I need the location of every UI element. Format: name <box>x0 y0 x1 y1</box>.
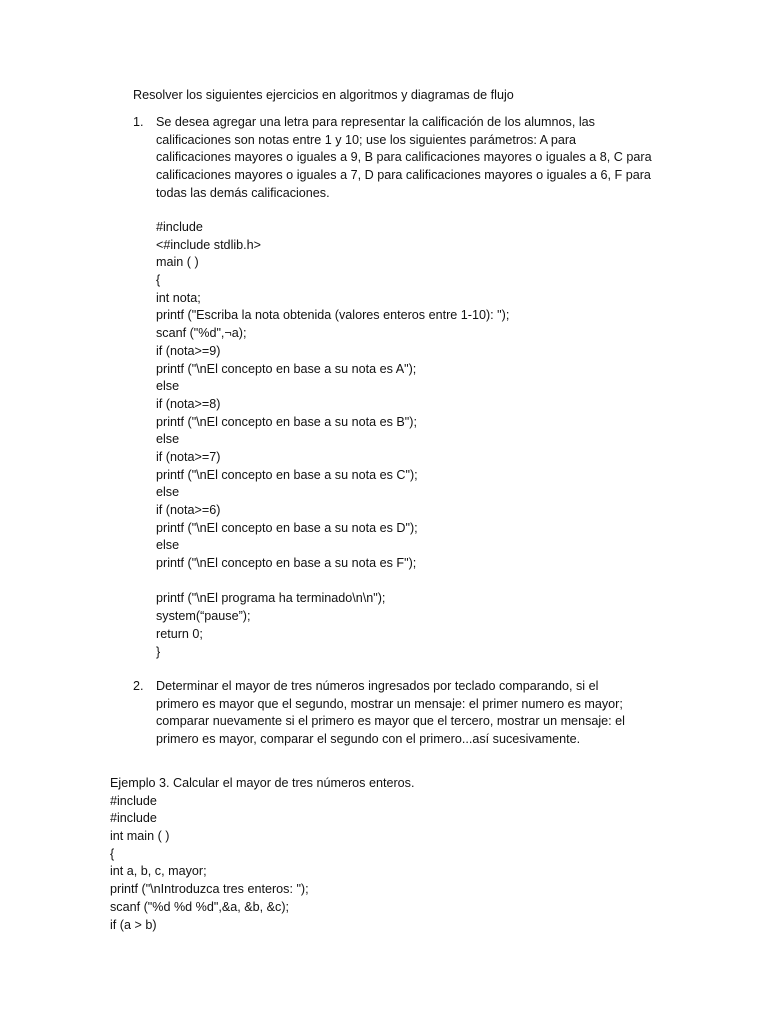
exercise-1-code-line: system(“pause”); <box>156 609 251 624</box>
example-3-code-line: printf ("\nIntroduzca tres enteros: "); <box>110 882 309 897</box>
exercise-1-code <box>156 219 509 661</box>
exercise-1-paragraph-line: calificaciones mayores o iguales a 7, D para calificaciones mayores o iguales a 6, F para <box>156 168 651 183</box>
exercise-1-number: 1. <box>133 115 144 129</box>
exercise-1-code-line: int nota; <box>156 290 201 305</box>
example-3-code-line: Ejemplo 3. Calcular el mayor de tres números enteros. <box>110 776 415 790</box>
exercise-2-number: 2. <box>133 679 144 693</box>
example-3-code-line: int a, b, c, mayor; <box>110 864 207 879</box>
example-3-code-line: int main ( ) <box>110 829 170 844</box>
exercise-1-code-line: printf ("\nEl concepto en base a su nota es D"); <box>156 520 418 535</box>
exercise-1-code-line: printf ("\nEl programa ha terminado\n\n"); <box>156 591 386 606</box>
exercise-1-code-line: printf ("\nEl concepto en base a su nota es C"); <box>156 467 418 482</box>
example-3-code-line: scanf ("%d %d %d",&a, &b, &c); <box>110 899 290 914</box>
exercise-2-paragraph-line: primero es mayor, comparar el segundo con el primero...así sucesivamente. <box>156 732 581 747</box>
exercise-1-code-line: printf ("Escriba la nota obtenida (valores enteros entre 1-10): "); <box>156 308 510 323</box>
exercise-1-code-line: printf ("\nEl concepto en base a su nota es A"); <box>156 361 417 376</box>
exercise-2-paragraph <box>156 678 625 749</box>
example-3-code-line: #include <box>110 793 157 808</box>
exercise-1-code-line: if (nota>=7) <box>156 449 221 464</box>
exercise-2-paragraph-line: Determinar el mayor de tres números ingresados por teclado comparando, si el <box>156 679 599 693</box>
exercise-1-code-line: else <box>156 485 180 500</box>
example-3-code-line: if (a > b) <box>110 917 157 932</box>
exercise-1-code-line: #include <box>156 220 203 234</box>
exercise-1-paragraph-line: calificaciones mayores o iguales a 9, B para calificaciones mayores o iguales a 8, C para <box>156 150 652 165</box>
exercise-2-paragraph-line: comparar nuevamente si el primero es mayor que el tercero, mostrar un mensaje: el <box>156 714 625 729</box>
exercise-1-code-line: } <box>156 644 161 659</box>
exercise-1-code-line: if (nota>=9) <box>156 343 221 358</box>
exercise-1-code-line: { <box>156 273 161 288</box>
exercise-1-code-line: scanf ("%d",¬a); <box>156 326 247 341</box>
exercise-1-code-line: <#include stdlib.h> <box>156 237 262 252</box>
document-title: Resolver los siguientes ejercicios en algoritmos y diagramas de flujo <box>133 88 514 102</box>
exercise-1-code-line: else <box>156 432 180 447</box>
example-3-code-line: #include <box>110 811 157 826</box>
example-3-code <box>110 775 414 934</box>
exercise-1-code-line: return 0; <box>156 626 203 641</box>
exercise-2-paragraph-line: primero es mayor que el segundo, mostrar un mensaje: el primer numero es mayor; <box>156 696 623 711</box>
exercise-1-code-line: else <box>156 379 180 394</box>
exercise-1-paragraph-line: todas las demás calificaciones. <box>156 185 330 200</box>
exercise-1-code-line: if (nota>=8) <box>156 396 221 411</box>
example-3-code-line: { <box>110 846 115 861</box>
exercise-1-code-line: printf ("\nEl concepto en base a su nota es F"); <box>156 556 417 571</box>
exercise-1-code-line: printf ("\nEl concepto en base a su nota es B"); <box>156 414 417 429</box>
exercise-1-code-line: if (nota>=6) <box>156 503 221 517</box>
exercise-1-code-line: main ( ) <box>156 255 199 270</box>
exercise-1-code-line: else <box>156 538 180 553</box>
exercise-1-paragraph <box>156 114 652 203</box>
exercise-1-paragraph-line: calificaciones son notas entre 1 y 10; use los siguientes parámetros: A para <box>156 132 577 147</box>
exercise-1-code-line <box>156 573 509 591</box>
exercise-1-paragraph-line: Se desea agregar una letra para representar la calificación de los alumnos, las <box>156 115 595 129</box>
